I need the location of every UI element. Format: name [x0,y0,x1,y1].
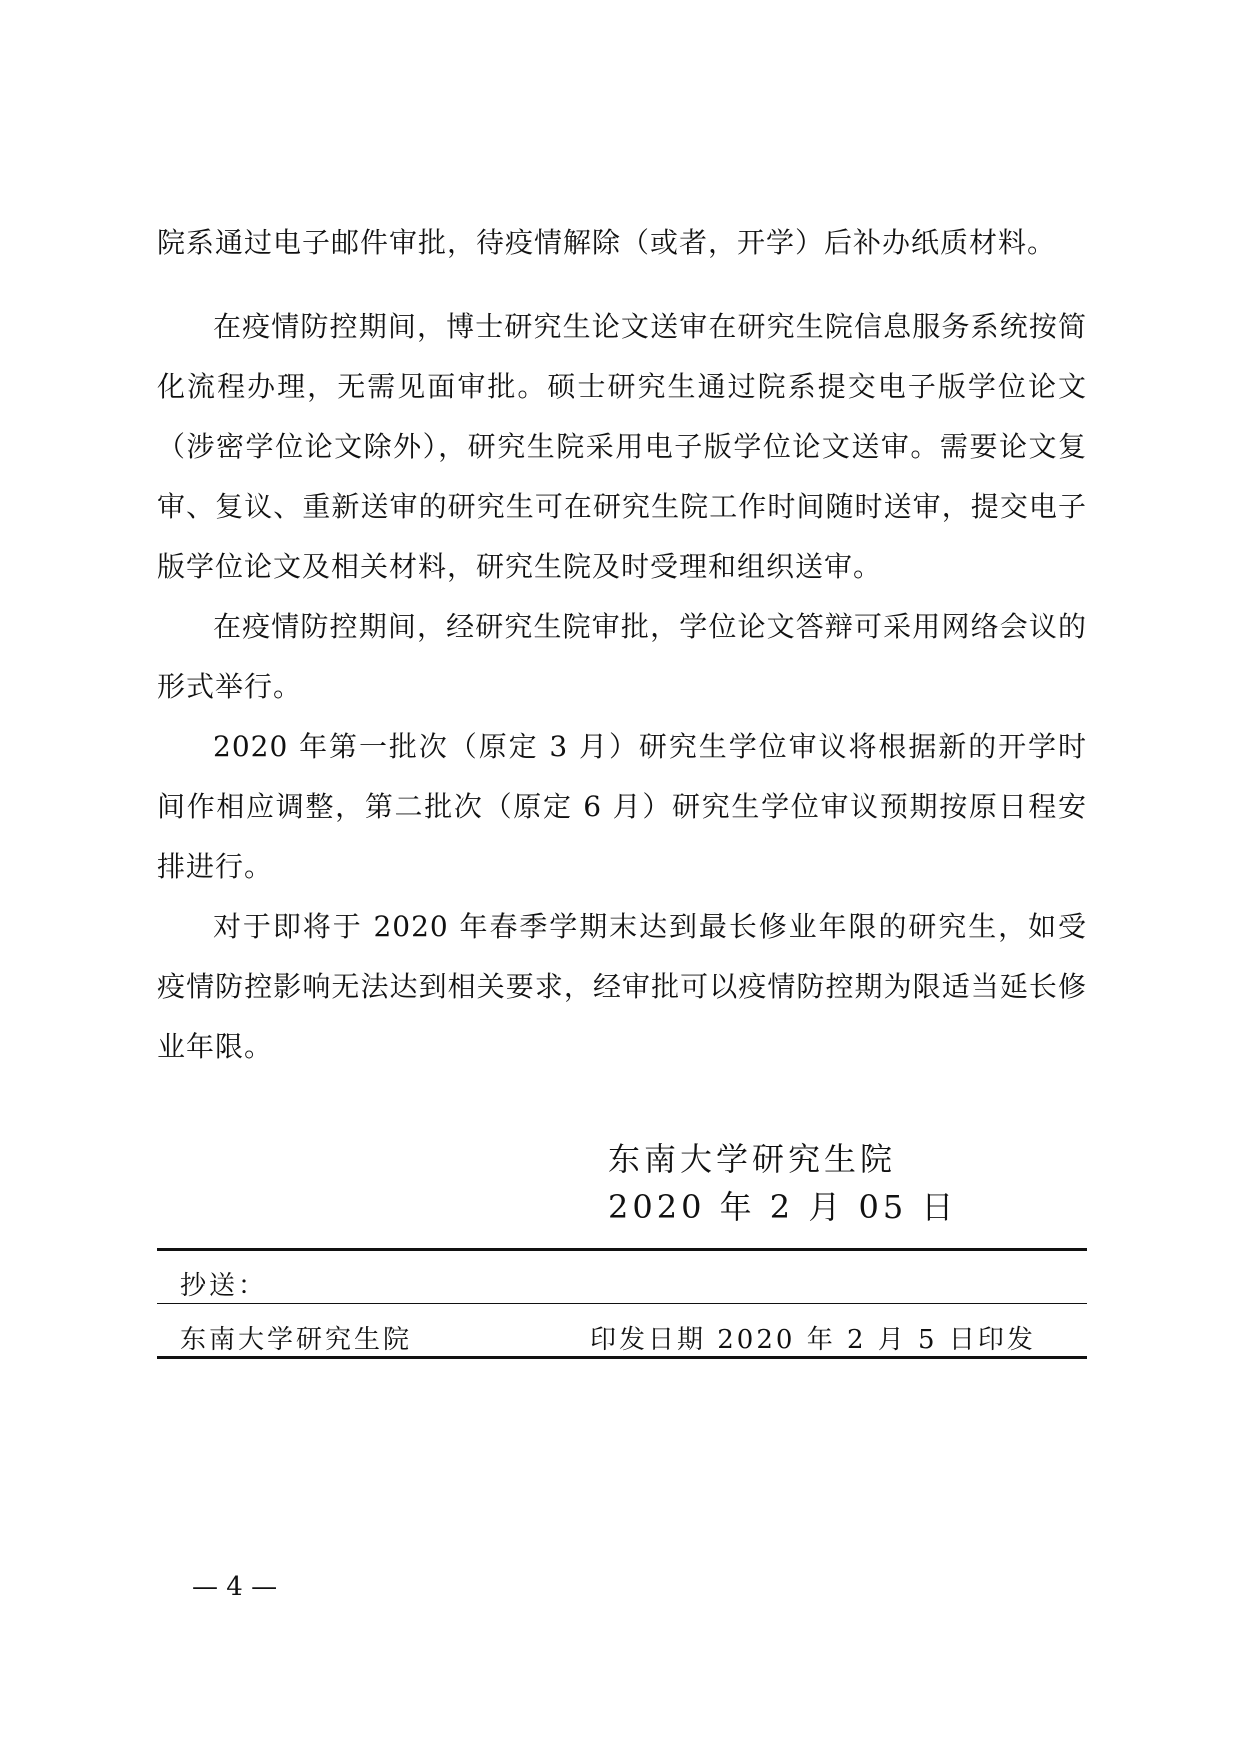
paragraph-continuation: 院系通过电子邮件审批，待疫情解除（或者，开学）后补办纸质材料。 [157,226,1057,259]
issue-date: 印发日期 2020 年 2 月 5 日印发 [590,1325,1036,1355]
footer-middle-rule [157,1303,1087,1304]
page-number: — 4 — [192,1572,278,1602]
signature-organization: 东南大学研究生院 [608,1140,897,1178]
signature-date: 2020 年 2 月 05 日 [608,1188,958,1226]
issuer: 东南大学研究生院 [180,1325,413,1355]
footer-top-rule [157,1248,1087,1251]
paragraph-degree-review-schedule: 2020 年第一批次（原定 3 月）研究生学位审议将根据新的开学时间作相应调整，第二批次（原定 6 月）研究生学位审议预期按原日程安排进行。 [157,730,1087,883]
paragraph-online-defense: 在疫情防控期间，经研究生院审批，学位论文答辩可采用网络会议的形式举行。 [157,610,1087,703]
paragraph-study-extension: 对于即将于 2020 年春季学期末达到最长修业年限的研究生，如受疫情防控影响无法达到相关要求，经审批可以疫情防控期为限适当延长修业年限。 [157,910,1087,1063]
document-body [157,213,1087,1077]
footer-bottom-rule [157,1356,1087,1359]
paragraph-doctoral-review: 在疫情防控期间，博士研究生论文送审在研究生院信息服务系统按简化流程办理，无需见面审批。硕士研究生通过院系提交电子版学位论文（涉密学位论文除外），研究生院采用电子版学位论文送审。需要论文复审、复议、重新送审的研究生可在研究生院工作时间随时送审，提交电子版学位论文及相关材料，研究生院及时受理和组织送审。 [157,310,1087,583]
cc-label: 抄送： [180,1271,268,1301]
